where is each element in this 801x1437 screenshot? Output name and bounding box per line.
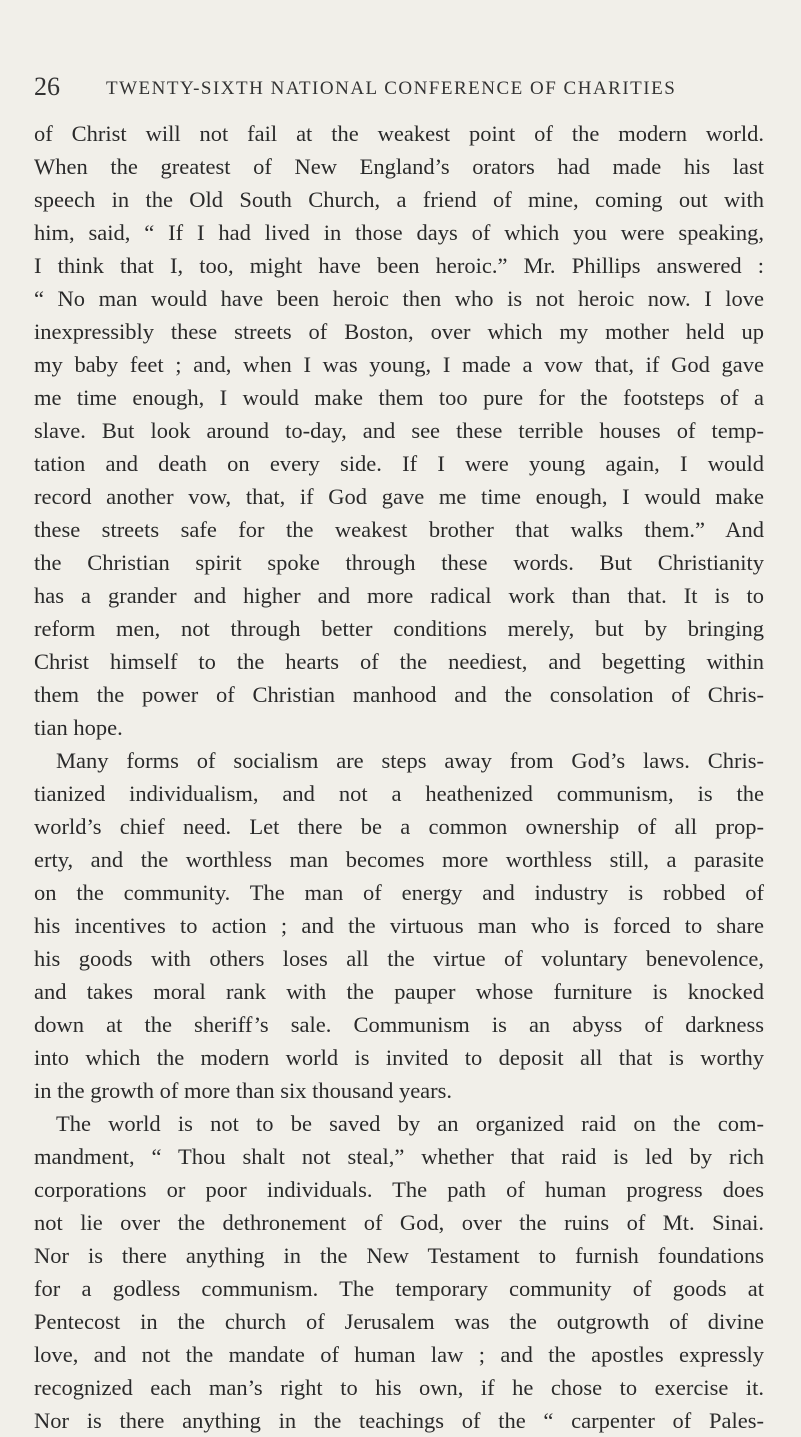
text-line: into which the modern world is invited to deposit all that is worthy (34, 1045, 764, 1070)
text-line: corporations or poor individuals. The path of human progress does (34, 1177, 764, 1202)
running-head-title: TWENTY-SIXTH NATIONAL CONFERENCE OF CHARITIES (106, 78, 677, 99)
text-line: reform men, not through better conditions merely, but by bringing (34, 616, 764, 641)
text-line: Nor is there anything in the teachings of the “ carpenter of Pales- (34, 1408, 764, 1433)
body-text (34, 117, 764, 1437)
text-line: for a godless communism. The temporary community of goods at (34, 1276, 764, 1301)
text-line: “ No man would have been heroic then who is not heroic now. I love (34, 286, 764, 311)
text-line: I think that I, too, might have been heroic.” Mr. Phillips answered : (34, 253, 764, 278)
text-line: them the power of Christian manhood and the consolation of Chris- (34, 682, 764, 707)
text-line: recognized each man’s right to his own, if he chose to exercise it. (34, 1375, 764, 1400)
text-line: tianized individualism, and not a heathenized communism, is the (34, 781, 764, 806)
text-line: mandment, “ Thou shalt not steal,” whether that raid is led by rich (34, 1144, 764, 1169)
text-line: world’s chief need. Let there be a common ownership of all prop- (34, 814, 764, 839)
text-line: Nor is there anything in the New Testament to furnish foundations (34, 1243, 764, 1268)
text-line: his goods with others loses all the virtue of voluntary benevolence, (34, 946, 764, 971)
text-line: not lie over the dethronement of God, over the ruins of Mt. Sinai. (34, 1210, 764, 1235)
text-line: Many forms of socialism are steps away from God’s laws. Chris- (56, 748, 764, 773)
text-line: the Christian spirit spoke through these words. But Christianity (34, 550, 764, 575)
text-line: these streets safe for the weakest brother that walks them.” And (34, 517, 764, 542)
text-line: my baby feet ; and, when I was young, I made a vow that, if God gave (34, 352, 764, 377)
text-line: and takes moral rank with the pauper whose furniture is knocked (34, 979, 764, 1004)
text-line: his incentives to action ; and the virtuous man who is forced to share (34, 913, 764, 938)
text-line: of Christ will not fail at the weakest point of the modern world. (34, 121, 764, 146)
text-line: in the growth of more than six thousand years. (34, 1078, 453, 1103)
text-line: inexpressibly these streets of Boston, over which my mother held up (34, 319, 764, 344)
text-line: The world is not to be saved by an organized raid on the com- (56, 1111, 764, 1136)
text-line: slave. But look around to-day, and see these terrible houses of temp- (34, 418, 764, 443)
text-line: record another vow, that, if God gave me time enough, I would make (34, 484, 764, 509)
text-line: speech in the Old South Church, a friend of mine, coming out with (34, 187, 764, 212)
text-line: Christ himself to the hearts of the neediest, and begetting within (34, 649, 764, 674)
text-line: Pentecost in the church of Jerusalem was the outgrowth of divine (34, 1309, 764, 1334)
text-line: tation and death on every side. If I were young again, I would (34, 451, 764, 476)
text-line: down at the sheriff’s sale. Communism is an abyss of darkness (34, 1012, 764, 1037)
text-line: me time enough, I would make them too pure for the footsteps of a (34, 385, 764, 410)
text-line: tian hope. (34, 715, 123, 740)
text-line: love, and not the mandate of human law ; and the apostles expressly (34, 1342, 764, 1367)
text-line: erty, and the worthless man becomes more worthless still, a parasite (34, 847, 764, 872)
page-number: 26 (34, 72, 60, 101)
running-head (34, 72, 764, 102)
text-line: When the greatest of New England’s orators had made his last (34, 154, 764, 179)
text-line: has a grander and higher and more radical work than that. It is to (34, 583, 764, 608)
text-line: him, said, “ If I had lived in those days of which you were speaking, (34, 220, 764, 245)
text-line: on the community. The man of energy and industry is robbed of (34, 880, 764, 905)
